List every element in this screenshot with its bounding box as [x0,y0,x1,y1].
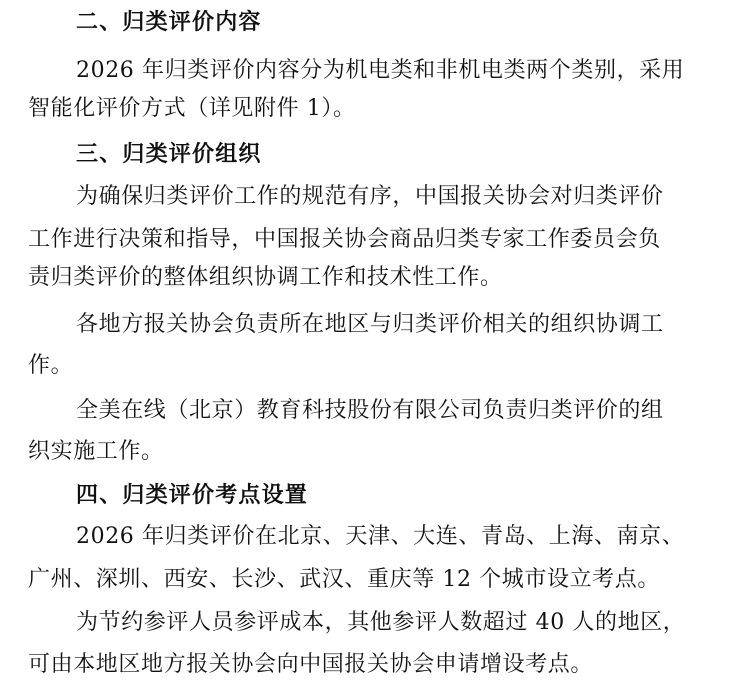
paragraph-line: 广州、深圳、西安、长沙、武汉、重庆等 12 个城市设立考点。 [28,567,660,592]
paragraph-line: 2026 年归类评价内容分为机电类和非机电类两个类别，采用 [76,58,685,83]
section-heading-organization: 三、归类评价组织 [76,142,262,167]
paragraph-line: 工作进行决策和指导，中国报关协会商品归类专家工作委员会负 [28,227,661,252]
paragraph-line: 责归类评价的整体组织协调工作和技术性工作。 [28,265,503,290]
section-heading-test-centers: 四、归类评价考点设置 [76,483,309,508]
paragraph-line: 作。 [28,353,74,378]
paragraph-line: 智能化评价方式（详见附件 1）。 [28,96,356,121]
paragraph-line: 全美在线（北京）教育科技股份有限公司负责归类评价的组 [76,398,664,423]
paragraph-line: 可由本地区地方报关协会向中国报关协会申请增设考点。 [28,652,594,677]
paragraph-line: 织实施工作。 [28,439,164,464]
paragraph-line: 各地方报关协会负责所在地区与归类评价相关的组织协调工 [76,312,664,337]
section-heading-content: 二、归类评价内容 [76,10,262,35]
paragraph-line: 2026 年归类评价在北京、天津、大连、青岛、上海、南京、 [76,524,685,549]
paragraph-line: 为节约参评人员参评成本，其他参评人数超过 40 人的地区， [76,610,686,635]
paragraph-line: 为确保归类评价工作的规范有序，中国报关协会对归类评价 [76,184,664,209]
